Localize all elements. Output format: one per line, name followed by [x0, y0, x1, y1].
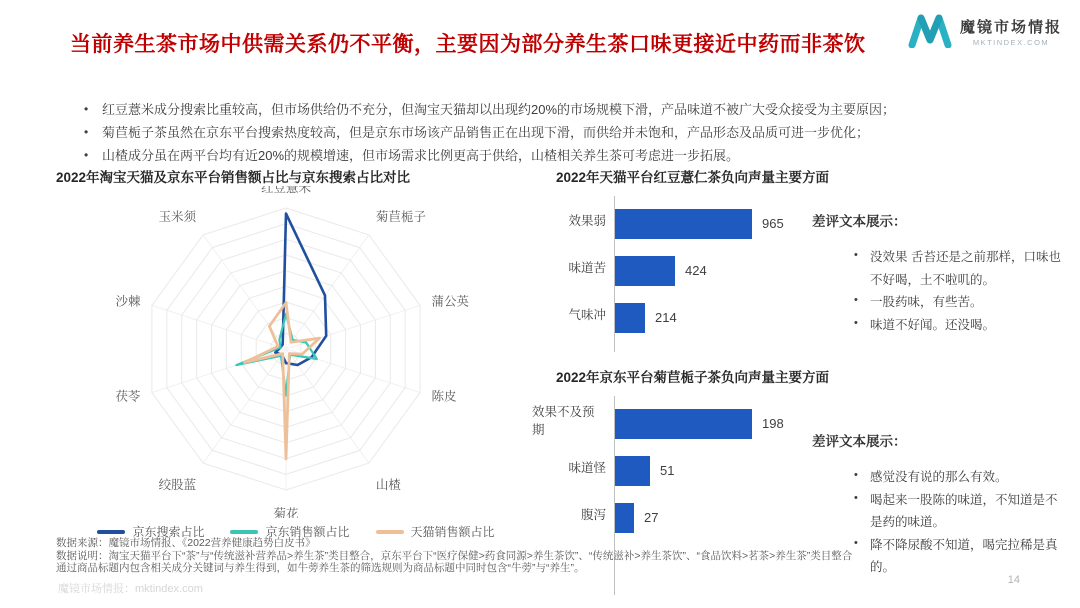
bar-chart — [546, 196, 798, 352]
bar — [615, 256, 675, 286]
bar-value: 198 — [762, 416, 784, 431]
bar-value: 51 — [660, 463, 675, 478]
review-item: • 降不降尿酸不知道，喝完拉稀是真的。 — [852, 534, 1062, 579]
bar-value: 27 — [644, 510, 659, 525]
watermark: 魔镜市场情报：mktindex.com — [58, 583, 203, 595]
bar — [615, 456, 650, 486]
svg-text:茯苓: 茯苓 — [115, 389, 141, 404]
review-list — [812, 246, 1062, 336]
svg-text:沙棘: 沙棘 — [115, 294, 141, 309]
page-title: 当前养生茶市场中供需关系仍不平衡，主要因为部分养生茶口味更接近中药而非茶饮 — [70, 33, 866, 56]
bar — [615, 209, 752, 239]
bar-category-label: 效果弱 — [568, 213, 606, 228]
bar-row — [615, 294, 784, 341]
radar-chart-title: 2022年淘宝天猫及京东平台销售额占比与京东搜索占比对比 — [56, 170, 411, 185]
svg-text:绞股蓝: 绞股蓝 — [158, 477, 197, 492]
radar-chart — [56, 186, 526, 518]
footer-note: 通过商品标题内包含相关成分关键词与养生得到，如牛蒡养生茶的筛选规则为商品标题中同时包含“牛蒡”与“养生”。 — [56, 562, 585, 574]
bar-row — [615, 400, 784, 447]
bar-row — [615, 447, 784, 494]
legend-swatch — [376, 530, 404, 534]
bar — [615, 303, 645, 333]
legend-swatch — [97, 530, 125, 534]
bar-value: 214 — [655, 310, 677, 325]
svg-text:菊花: 菊花 — [273, 507, 299, 518]
bar-row — [615, 200, 784, 247]
insight-item: • 山楂成分虽在两平台均有近20%的规模增速，但市场需求比例更高于供给，山楂相关养生茶可考虑进一步拓展。 — [80, 144, 1080, 167]
voice-section-tmall — [546, 166, 1062, 352]
review-item: • 没效果 舌苔还是之前那样，口味也不好喝，土不啦叽的。 — [852, 246, 1062, 291]
footnotes — [56, 537, 1051, 575]
bar-value: 424 — [685, 263, 707, 278]
bar — [615, 503, 634, 533]
svg-text:红豆薏米: 红豆薏米 — [260, 186, 312, 195]
review-item: • 喝起来一股陈的味道，不知道是不是药的味道。 — [852, 489, 1062, 534]
bar-category-label: 效果不及预期 — [532, 404, 595, 437]
legend-swatch — [230, 530, 258, 534]
svg-text:山楂: 山楂 — [375, 477, 401, 492]
footer-source: 数据来源：魔镜市场情报、《2022营养健康趋势白皮书》 — [56, 537, 316, 549]
radar-section — [56, 166, 536, 540]
review-item: • 一股药味，有些苦。 — [852, 291, 1062, 314]
insight-item: • 红豆薏米成分搜索比重较高，但市场供给仍不充分，但淘宝天猫却以出现约20%的市场规模下滑，产品味道不被广大受众接受为主要原因； — [80, 98, 1080, 121]
svg-text:陈皮: 陈皮 — [431, 389, 457, 404]
svg-text:蒲公英: 蒲公英 — [431, 294, 470, 309]
svg-text:菊苣栀子: 菊苣栀子 — [375, 210, 426, 225]
bar — [615, 409, 752, 439]
review-item: • 味道不好闻。还没喝。 — [852, 314, 1062, 337]
review-heading: 差评文本展示： — [812, 434, 907, 449]
bar-row — [615, 494, 784, 541]
review-panel — [812, 196, 1062, 352]
review-heading: 差评文本展示： — [812, 214, 907, 229]
bar-row — [615, 247, 784, 294]
logo-m-icon — [908, 14, 952, 53]
svg-text:玉米须: 玉米须 — [158, 210, 197, 225]
voice-sections — [532, 166, 1062, 595]
insight-item: • 菊苣栀子茶虽然在京东平台搜索热度较高，但是京东市场该产品销售正在出现下滑，而供给并未饱和，产品形态及品质可进一步优化； — [80, 121, 1080, 144]
bar-category-label: 味道苦 — [568, 260, 606, 275]
bar-category-label: 味道怪 — [568, 460, 606, 475]
page-number: 14 — [1007, 574, 1020, 586]
bar-category-label: 气味冲 — [568, 307, 606, 322]
bar-category-label: 腹泻 — [580, 507, 606, 522]
bar-value: 965 — [762, 216, 784, 231]
bar-chart-title: 2022年京东平台菊苣栀子茶负向声量主要方面 — [556, 370, 830, 385]
legend-label: 京东销售额占比 — [265, 525, 350, 539]
legend-label: 京东搜索占比 — [132, 525, 205, 539]
bar-chart-title: 2022年天猫平台红豆薏仁茶负向声量主要方面 — [556, 170, 830, 185]
logo-domain: MKTINDEX.COM — [972, 38, 1050, 48]
footer-note: 数据说明：淘宝天猫平台下“茶”与“传统滋补营养品>养生茶”类目整合，京东平台下“医疗保健>药食同源>养生茶饮”、“传统滋补>养生茶饮”、“食品饮料>茗茶>养生茶”类目整合 — [56, 549, 853, 562]
insights-list — [40, 98, 1080, 167]
legend-label: 天猫销售额占比 — [410, 525, 495, 539]
logo — [908, 14, 1062, 53]
review-item: • 感觉没有说的那么有效。 — [852, 466, 1062, 489]
logo-name: 魔镜市场情报 — [959, 18, 1062, 36]
